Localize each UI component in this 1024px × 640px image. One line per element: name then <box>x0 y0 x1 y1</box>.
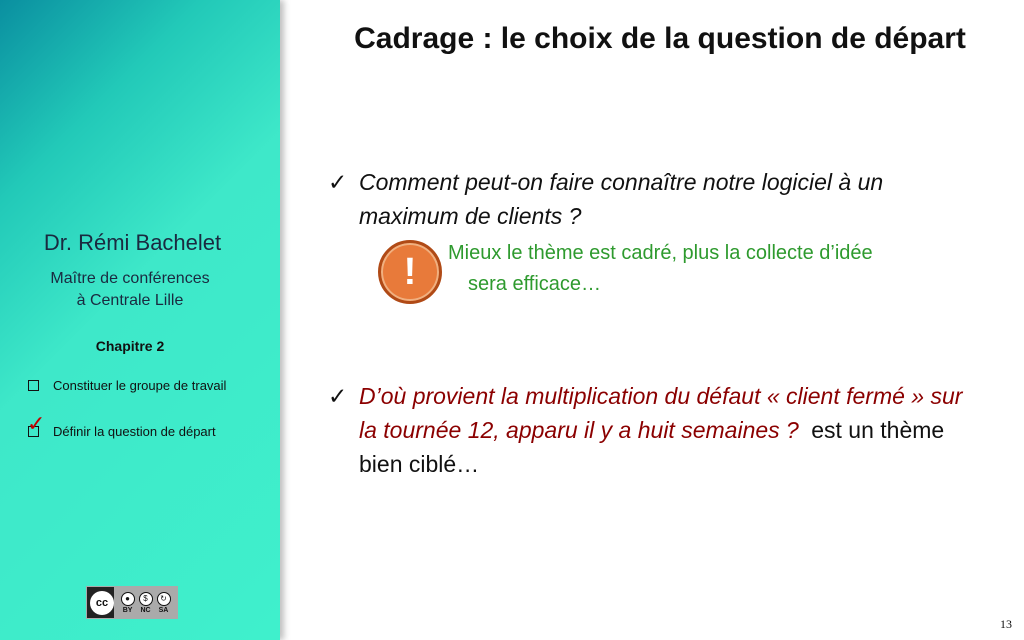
checkbox-icon <box>28 380 39 391</box>
cc-icon: cc <box>90 591 114 615</box>
attribution-icon: ● <box>121 592 135 606</box>
cc-label-sa: SA <box>158 606 169 614</box>
cc-license-badge[interactable] <box>86 586 178 619</box>
nav-item-groupe[interactable] <box>28 378 226 393</box>
author-name: Dr. Rémi Bachelet <box>43 230 222 255</box>
chapter-label: Chapitre 2 <box>95 338 165 354</box>
slide-title: Cadrage : le choix de la question de départ <box>354 22 966 55</box>
sharealike-icon: ↻ <box>157 592 171 606</box>
bullet-plain-text: est un thème bien ciblé… <box>359 417 945 477</box>
tip-text <box>448 238 968 300</box>
nav-item-label: Définir la question de départ <box>53 424 216 439</box>
noncommercial-icon: $ <box>139 592 153 606</box>
checkmark-icon: ✓ <box>27 411 46 436</box>
tip-line2: sera efficace… <box>468 273 602 295</box>
checkbox-checked-icon <box>27 411 46 437</box>
nav-item-question[interactable] <box>27 411 216 439</box>
bullet-1 <box>328 165 978 233</box>
bullet-text: Comment peut-on faire connaître notre logiciel à un maximum de clients ? <box>359 169 884 229</box>
bullet-text <box>328 379 978 481</box>
warning-icon: ! <box>378 240 442 304</box>
checkmark-icon: ✓ <box>328 169 348 195</box>
bullet-italic-text: D’où provient la multiplication du défaut « client fermé » sur la tournée 12, apparu il y a huit semaines ? <box>359 383 963 443</box>
checkmark-icon: ✓ <box>328 383 348 409</box>
affiliation-line2: à Centrale Lille <box>76 292 184 309</box>
cc-label-by: BY <box>122 606 133 614</box>
affiliation-line1: Maître de conférences <box>50 270 210 287</box>
bullet-2 <box>328 379 978 481</box>
page-number: 13 <box>1000 617 1012 631</box>
sidebar <box>0 0 280 640</box>
cc-label-nc: NC <box>140 606 151 614</box>
nav-item-label: Constituer le groupe de travail <box>53 378 227 393</box>
tip-line1: Mieux le thème est cadré, plus la collecte d’idée <box>448 242 873 264</box>
author-affiliation <box>0 268 260 312</box>
